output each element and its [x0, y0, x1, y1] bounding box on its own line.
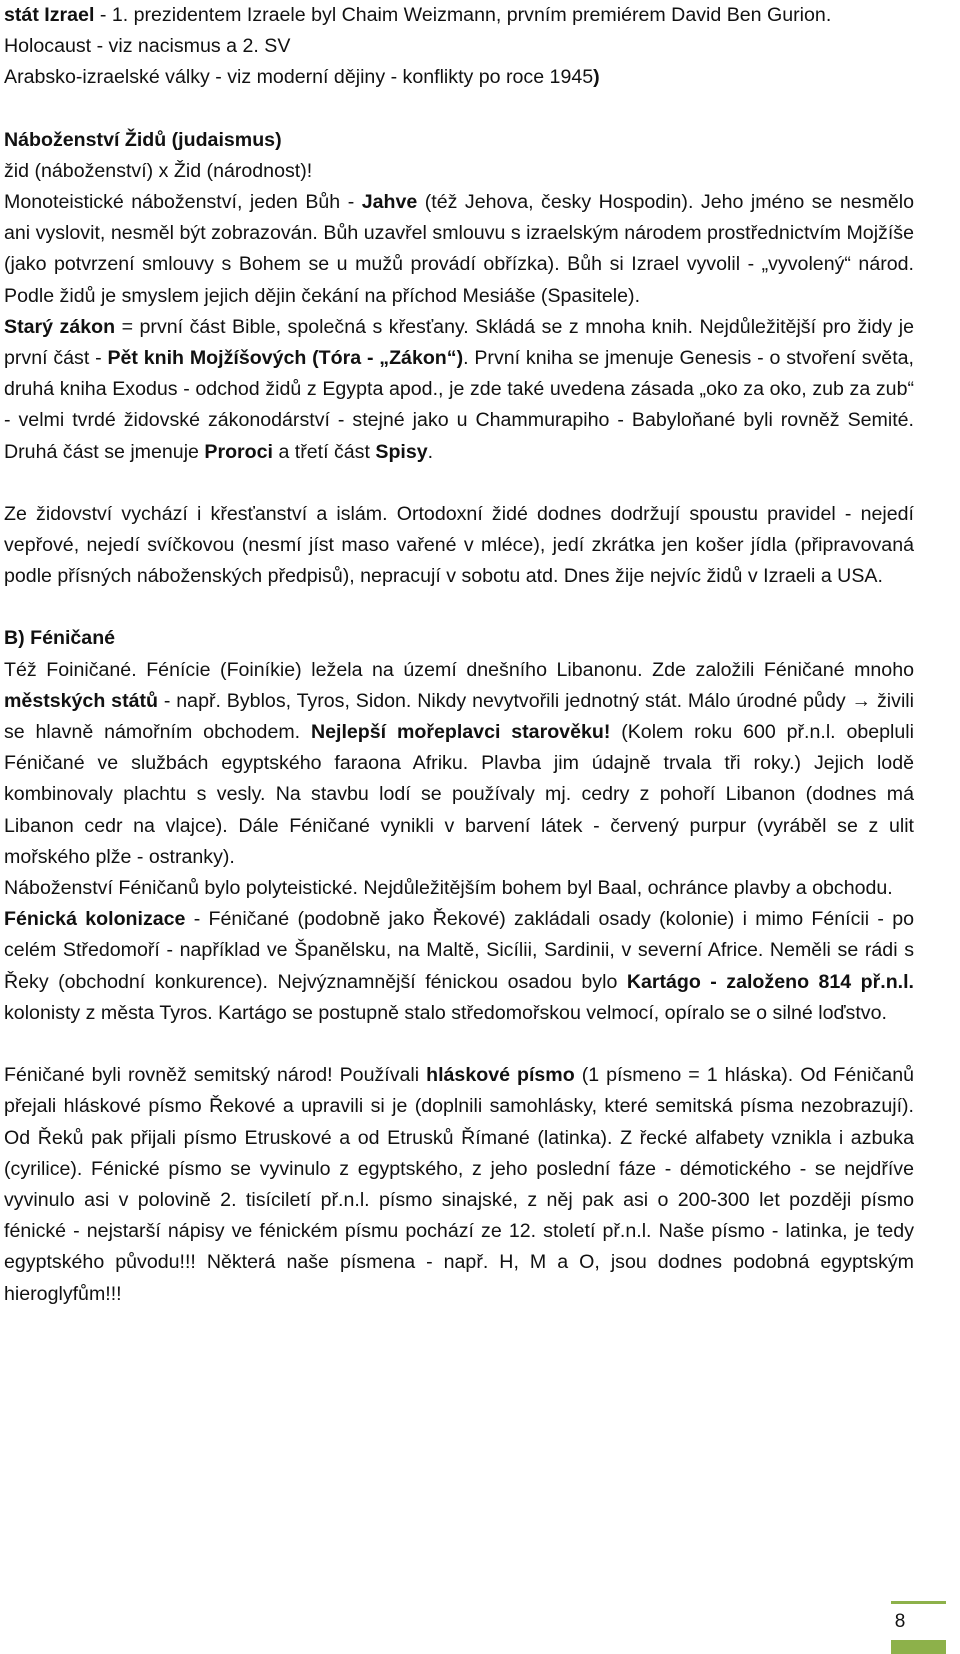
text-run: (Kolem roku 600 př.n.l. obepluli Féničané ve službách egyptského faraona Afriku. Plavba jim údajně trvala tři roky.) Jejich lodě kombinovaly plachtu s vesly. Na stavbu lodí se používaly mj. cedry z pohoří Libanon (dodnes má Libanon cedr na vlajce). Dále Féničané vynikli v barvení látek - červený purpur (vyráběl se z ulit mořského plže - ostranky). — [4, 721, 914, 868]
text-run: . První kniha se jmenuje Genesis - o stvoření světa, druhá kniha Exodus - odchod židů z Egypta apod., je zde také uvedena zásada „oko za oko, zub za zub“ - velmi tvrdé židovské zákonodárství - stejné jako u Chammurapiho - Babyloňané byli rovněž Semité. Druhá část se jmenuje — [4, 347, 914, 463]
text-run: Holocaust - viz nacismus a 2. SV — [4, 35, 291, 58]
text-run: (též Jehova, česky Hospodin). Jeho jméno se nesmělo ani vyslovit, nesměl být zobrazován. Bůh uzavřel smlouvu s izraelským národem prostřednictvím Mojžíše (jako potvrzení smlouvy s Bohem se u mužů provádí obřízka). Bůh si Izrael vyvolil - „vyvolený“ národ. Podle židů je smyslem jejich dějin čekání na příchod Mesiáše (Spasitele). — [4, 191, 914, 307]
bold-text: B) Féničané — [4, 627, 116, 650]
text-run: žid (náboženství) x Žid (národnost)! — [4, 159, 313, 182]
bold-text: Fénická kolonizace — [4, 908, 186, 931]
bold-text: Starý zákon — [4, 315, 116, 338]
paragraph — [4, 31, 914, 62]
text-run: Ze židovství vychází i křesťanství a islám. Ortodoxní židé dodnes dodržují spoustu pravidel - nejedí vepřové, nejedí svíčkovou (nesmí jíst maso vařené v mléce), jedí zkrátka jen košer jídla (připravovaná podle přísných náboženských předpisů), nepracují v sobotu atd. Dnes žije nejvíc židů v Izraeli a USA. — [4, 502, 914, 588]
footer-accent-bar — [891, 1640, 946, 1654]
text-run: Náboženství Féničanů bylo polyteistické. Nejdůležitějším bohem byl Baal, ochránce plavby a obchodu. — [4, 877, 893, 900]
bold-text: Spisy — [375, 440, 428, 463]
text-run: Féničané byli rovněž semitský národ! Používali — [4, 1064, 427, 1087]
page-number: 8 — [894, 1611, 906, 1632]
bold-text: hláskové písmo — [426, 1064, 575, 1087]
bold-text: Nejlepší mořeplavci starověku! — [310, 721, 611, 744]
text-run: Arabsko-izraelské války - viz moderní dějiny - konflikty po roce 1945 — [4, 66, 594, 89]
paragraph — [4, 62, 914, 93]
paragraph — [4, 187, 914, 312]
bold-text: Pět knih Mojžíšových (Tóra - „Zákon“) — [107, 347, 464, 370]
paragraph-gap — [4, 592, 914, 623]
text-run: - Féničané (podobně jako Řekové) zakládali osady (kolonie) i mimo Fénícii - po celém Středomoří - například ve Španělsku, na Maltě, Sicílii, Sardinii, v severní Africe. Neměli se rádi s Řeky (obchodní konkurence). Nejvýznamnější fénickou osadou bylo — [4, 908, 915, 993]
text-run: = první část Bible, společná s křesťany. Skládá se z mnoha knih. Nejdůležitější pro židy je první část - — [4, 315, 914, 370]
paragraph — [4, 0, 914, 31]
paragraph — [4, 623, 914, 654]
paragraph — [4, 1060, 914, 1310]
bold-text: stát Izrael — [4, 4, 95, 26]
paragraph — [4, 156, 914, 187]
paragraph-gap — [4, 1029, 914, 1060]
text-run: - 1. prezidentem Izraele byl Chaim Weizmann, prvním premiérem David Ben Gurion. — [94, 4, 832, 26]
paragraph — [4, 125, 914, 156]
text-run: Též Foiničané. Fénície (Foiníkie) ležela na území dnešního Libanonu. Zde založili Féničané mnoho — [4, 658, 914, 681]
document-body — [4, 0, 914, 1310]
text-run: a třetí část — [273, 440, 376, 463]
bold-text: ) — [593, 66, 600, 89]
paragraph-gap — [4, 94, 914, 125]
paragraph-gap — [4, 468, 914, 499]
bold-text: městských států — [4, 689, 158, 712]
text-run: - např. Byblos, Tyros, Sidon. Nikdy nevytvořili jednotný stát. Málo úrodné půdy → živili se hlavně námořním obchodem. — [4, 689, 914, 744]
bold-text: Jahve — [361, 191, 418, 214]
bold-text: Náboženství Židů (judaismus) — [4, 128, 282, 151]
paragraph — [4, 873, 914, 904]
bold-text: Kartágo - založeno 814 př.n.l. — [626, 970, 914, 993]
text-run: (1 písmeno = 1 hláska). Od Féničanů přejali hláskové písmo Řekové a upravili si je (doplnili samohlásky, které semitská písma nezobrazují). Od Řeků pak přijali písmo Etruskové a od Etrusků Římané (latinka). Z řecké alfabety vznikla i azbuka (cyrilice). Fénické písmo se vyvinulo z egyptského, z jeho poslední fáze - démotického - se nejdříve vyvinulo asi v polovině 2. tisíciletí př.n.l. písmo sinajské, z něj pak asi o 200-300 let později písmo fénické - nejstarší nápisy ve fénickém písmu pochází ze 12. století př.n.l. Naše písmo - latinka, je tedy egyptského původu!!! Některá naše písmena - např. H, M a O, jsou dodnes podobná egyptským hieroglyfům!!! — [4, 1064, 915, 1305]
paragraph — [4, 655, 914, 873]
bold-text: Proroci — [204, 440, 273, 463]
text-run: . — [427, 440, 434, 463]
text-run: kolonisty z města Tyros. Kartágo se postupně stalo středomořskou velmocí, opíralo se o silné loďstvo. — [4, 1001, 887, 1024]
paragraph — [4, 904, 914, 1029]
text-run: Monoteistické náboženství, jeden Bůh - — [4, 191, 362, 214]
paragraph — [4, 499, 914, 593]
paragraph — [4, 312, 914, 468]
footer-accent-line — [891, 1601, 946, 1604]
